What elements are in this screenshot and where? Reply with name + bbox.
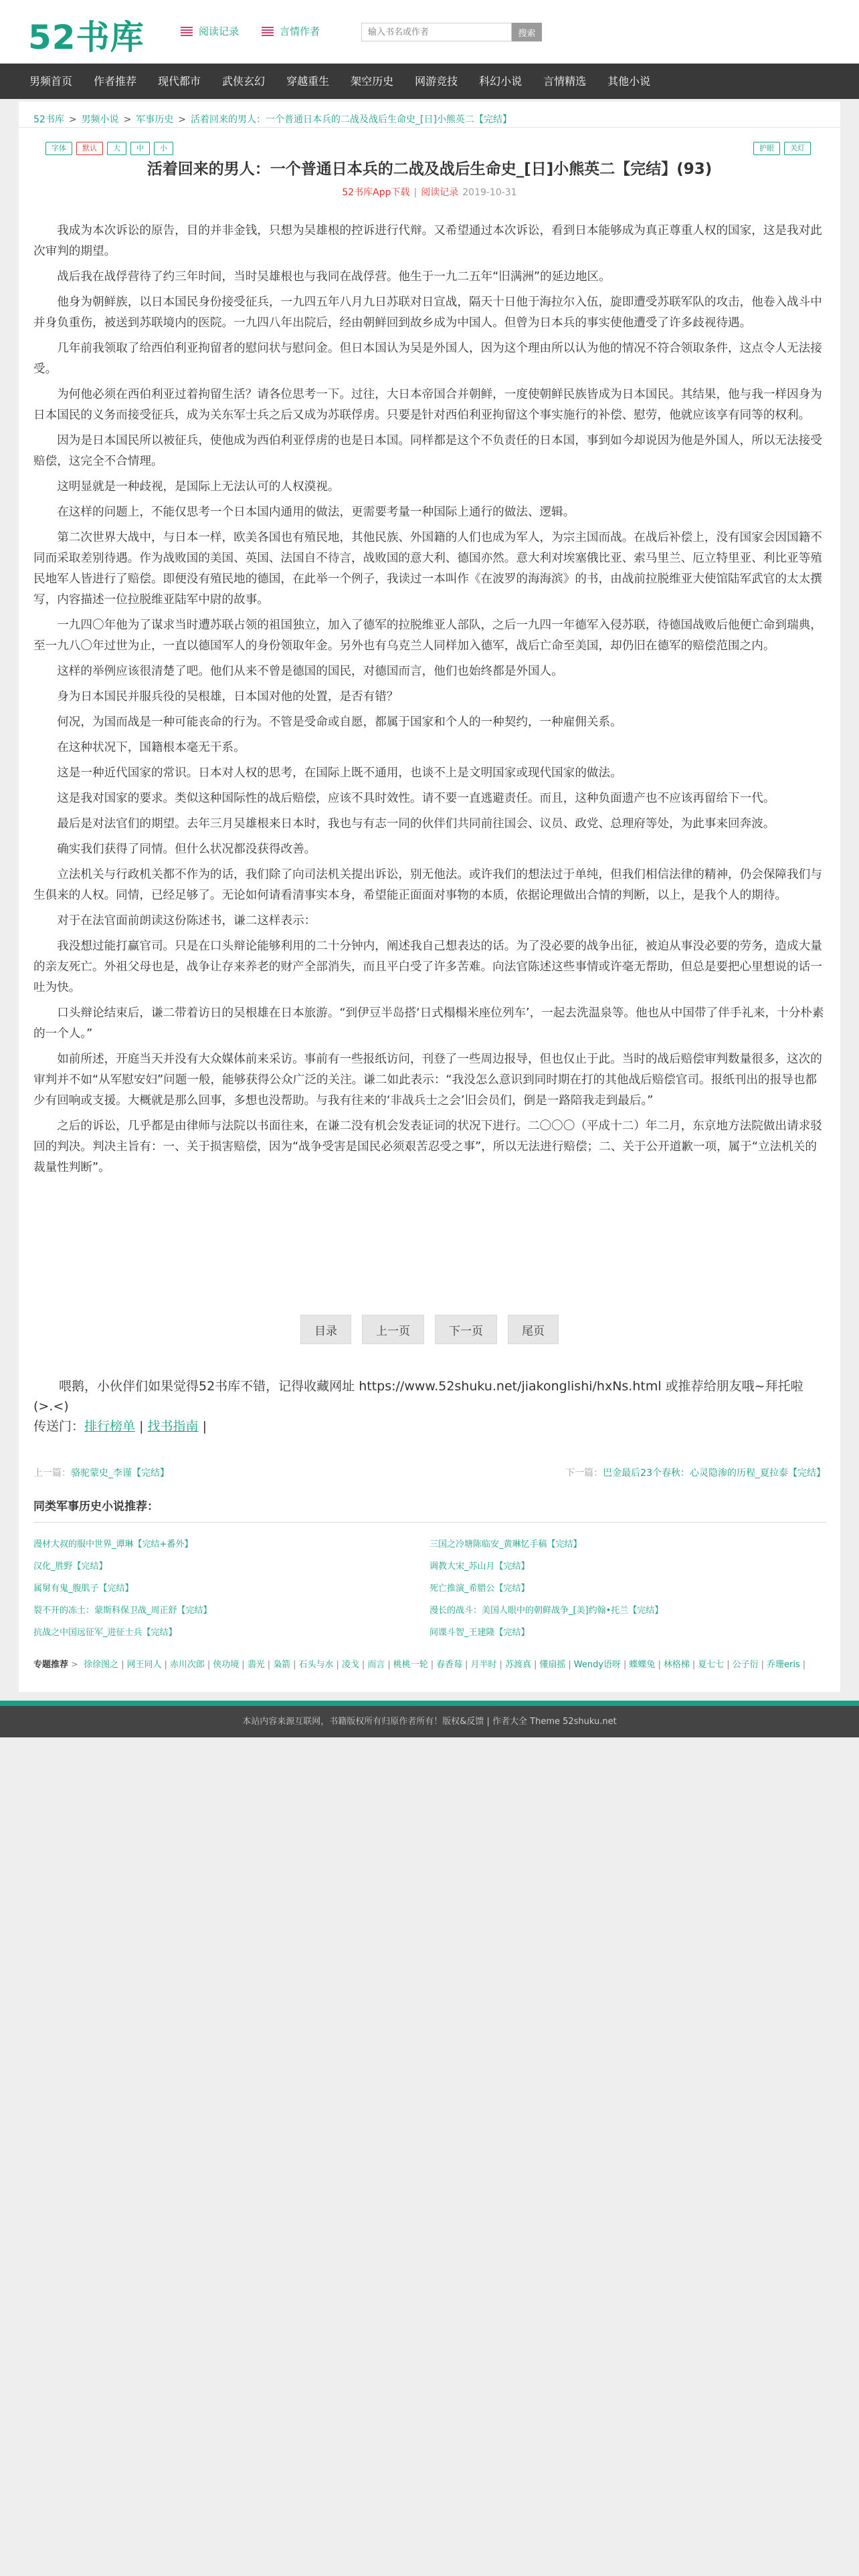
topic-sep: |: [164, 1660, 167, 1670]
topic-sep: |: [533, 1660, 537, 1670]
list-icon: [181, 27, 193, 36]
related-book-link[interactable]: 漫长的战斗：美国人眼中的朝鲜战争_[美]约翰•托兰【完结】: [430, 1606, 664, 1616]
topic-recommend: [33, 1656, 826, 1674]
breadcrumb-subcategory[interactable]: 军事历史: [136, 114, 174, 125]
topic-sep: |: [568, 1660, 571, 1670]
breadcrumb-book[interactable]: 活着回来的男人：一个普通日本兵的二战及战后生命史_[日]小熊英二【完结】: [191, 114, 512, 125]
nav-item[interactable]: 现代都市: [158, 75, 201, 88]
font-button[interactable]: 字体: [45, 142, 72, 155]
site-footer: 本站内容来源互联网，书籍版权所有归原作者所有！版权&反馈 | 作者大全 Theme 52shuku.net: [0, 1706, 859, 1737]
next-page-button[interactable]: 下一页: [435, 1315, 497, 1344]
breadcrumb-sep: >: [68, 114, 77, 125]
next-article: [565, 1466, 826, 1479]
content-paragraph: 我没想过能打赢官司。只是在口头辩论能够利用的二十分钟内，阐述我自己想表达的话。为了没必要的战争出征，被迫从事没必要的劳务，造成大量的亲友死亡。外祖父母也是，战争让存来养老的财产全部消失，而且平白受了许多苦难。向法官陈述这些事情或许毫无帮助，但总是要把心里想说的话一吐为快。: [33, 940, 822, 994]
content-paragraph: 第二次世界大战中，与日本一样，欧美各国也有殖民地，其他民族、外国籍的人们也成为军人，为宗主国而战。在战后补偿上，没有国家会因国籍不同而采取差别待遇。作为战败国的美国、英国、法国自不待言，战败国的意大利、德国亦然。意大利对埃塞俄比亚、索马里兰、厄立特里亚、利比亚等殖民地军人皆进行了赔偿。即便没有殖民地的德国，在此举一个例子，我读过一本叫作《在波罗的海海滨》的书，由战前拉脱维亚大使馆陆军武官的太太撰写，内容描述一位拉脱维亚陆军中尉的故事。: [33, 531, 822, 607]
search-button[interactable]: 搜索: [512, 23, 542, 41]
portal-sep: |: [139, 1419, 144, 1434]
ranking-link[interactable]: 排行榜单: [84, 1419, 136, 1434]
medium-size-button[interactable]: 中: [130, 142, 150, 155]
content-paragraph: 之后的诉讼，几乎都是由律师与法院以书面往来，在谦二没有机会发表证词的状况下进行。二〇〇〇（平成十二）年二月，东京地方法院做出请求驳回的判决。判决主旨有：一、关于损害赔偿，因为“战争受害是国民必须艰苦忍受之事”，所以无法进行赔偿；二、关于公开道歉一项，属于“立法机关的裁量性判断”。: [33, 1119, 822, 1174]
topic-sep: |: [242, 1660, 245, 1670]
topic-sep: |: [387, 1660, 391, 1670]
topic-sep: |: [761, 1660, 765, 1670]
nav-item[interactable]: 架空历史: [351, 75, 394, 88]
related-book-link[interactable]: 汉化_胜野【完结】: [33, 1562, 108, 1572]
content-paragraph: 这是一种近代国家的常识。日本对人权的思考，在国际上既不通用，也谈不上是文明国家或现代国家的做法。: [57, 766, 622, 780]
topic-sep: |: [267, 1660, 271, 1670]
content-paragraph: 确实我们获得了同情。但什么状况都没获得改善。: [57, 843, 316, 856]
topic-author-link[interactable]: 徐徐图之: [84, 1660, 119, 1670]
topic-author-link[interactable]: 林格梯: [663, 1660, 690, 1670]
chapter-title: 活着回来的男人：一个普通日本兵的二战及战后生命史_[日]小熊英二【完结】(93): [147, 160, 712, 178]
topic-author-link[interactable]: 石头与水: [298, 1660, 334, 1670]
header-links: [181, 24, 320, 38]
content-paragraph: 他身为朝鲜族，以日本国民身份接受征兵，一九四五年八月九日苏联对日宣战，隔天十日他于海拉尔入伍，旋即遭受苏联军队的攻击，他卷入战斗中并身负重伤，被送到苏联境内的医院。一九四八年出院后，经由朝鲜回到故乡成为中国人。但曾为日本兵的事实使他遭受了许多歧视待遇。: [33, 296, 822, 330]
content-paragraph: 为何他必须在西伯利亚过着拘留生活？请各位思考一下。过往，大日本帝国合并朝鲜，一度使朝鲜民族皆成为日本国民。其结果，他与我一样因身为日本国民的义务而接受征兵，成为关东军士兵之后又成为苏联俘虏。只要是针对西伯利亚拘留这个事实施行的补偿、慰劳，他就应该享有同等的权利。: [33, 388, 822, 422]
related-book-link[interactable]: 裂不开的冻土：蒙斯科保卫战_周正舒【完结】: [33, 1606, 212, 1616]
related-books: [33, 1537, 826, 1638]
nav-item[interactable]: 武侠玄幻: [222, 75, 266, 88]
topic-author-link[interactable]: 乔珊eris: [767, 1660, 800, 1670]
topic-author-link[interactable]: 懂扇摇: [539, 1660, 566, 1670]
topic-arrow: >: [71, 1660, 78, 1670]
breadcrumb-home[interactable]: 52书库: [33, 114, 64, 125]
top-header: [0, 0, 859, 64]
prev-page-button[interactable]: 上一页: [362, 1315, 424, 1344]
topic-sep: |: [121, 1660, 124, 1670]
breadcrumb-sep: >: [123, 114, 132, 125]
topic-author-link[interactable]: 枭箭: [273, 1660, 291, 1670]
content-paragraph: 几年前我领取了给西伯利亚拘留者的慰问状与慰问金。但日本国认为吴是外国人，因为这个理由所以认为他的情况不符合领取条件，这点令人无法接受。: [33, 342, 822, 376]
next-article-link[interactable]: 巴金最后23个春秋：心灵隐渗的历程_夏拉泰【完结】: [603, 1468, 826, 1479]
reading-record-link[interactable]: 阅读记录: [421, 187, 459, 198]
romance-authors-label: 言情作者: [280, 25, 320, 37]
topic-sep: |: [207, 1660, 211, 1670]
footer-accent: [0, 1701, 859, 1706]
related-book-link[interactable]: 属舅有鬼_腹肌子【完结】: [33, 1584, 134, 1594]
view-tools: [753, 142, 811, 155]
small-size-button[interactable]: 小: [154, 142, 173, 155]
topic-sep: |: [336, 1660, 339, 1670]
topic-author-link[interactable]: 公子衍: [732, 1660, 759, 1670]
lights-off-button[interactable]: 关灯: [784, 142, 811, 155]
reading-history-link[interactable]: [181, 24, 239, 38]
topic-author-link[interactable]: 侠功境: [213, 1660, 240, 1670]
nav-item[interactable]: 其他小说: [607, 75, 651, 88]
content-paragraph: 这样的举例应该很清楚了吧。他们从来不曾是德国的国民，对德国而言，他们也始终都是外国人。: [57, 665, 563, 678]
topic-author-link[interactable]: 桃桃一轮: [393, 1660, 428, 1670]
site-logo[interactable]: 52书库: [28, 18, 145, 57]
chapter-meta: [19, 185, 840, 199]
nav-item[interactable]: 穿越重生: [286, 75, 330, 88]
book-guide-link[interactable]: 找书指南: [147, 1419, 199, 1434]
portal-sep: |: [202, 1419, 207, 1434]
nav-item[interactable]: 言情精选: [543, 75, 587, 88]
content-paragraph: 立法机关与行政机关都不作为的话，我们除了向司法机关提出诉讼，别无他法。或许我们的想法过于单纯，但我们相信法律的精神，仍会保障我们与生俱来的人权。同情，已经足够了。无论如何请看清事实本身，希望能正面面对事物的本质，依据论理做出合情的判断，以上，是我个人的期待。: [33, 868, 822, 902]
related-book-link[interactable]: 抗战之中国远征军_进征士兵【完结】: [33, 1628, 177, 1638]
nav-item[interactable]: 网游竞技: [415, 75, 458, 88]
topic-sep: |: [692, 1660, 696, 1670]
content-paragraph: 何况，为国而战是一种可能丧命的行为。不管是受命或自愿，都属于国家和个人的一种契约，一种雇佣关系。: [57, 716, 622, 729]
eye-care-button[interactable]: 护眼: [753, 142, 780, 155]
topic-author-link[interactable]: 翡光: [247, 1660, 265, 1670]
meta-sep: |: [413, 187, 417, 198]
content-paragraph: 因为是日本国民所以被征兵，使他成为西伯利亚俘虏的也是日本国。同样都是这个不负责任的日本国，事到如今却说因为他是外国人，所以无法接受赔偿，这完全不合情理。: [33, 434, 822, 468]
breadcrumb: [33, 112, 512, 126]
topic-author-link[interactable]: Wendy语呀: [573, 1660, 622, 1670]
chapter-content: [33, 221, 826, 1183]
portal-label: 传送门：: [33, 1419, 85, 1434]
romance-authors-link[interactable]: [262, 24, 320, 38]
divider: [33, 1522, 826, 1523]
related-book-link[interactable]: 调教大宋_苏山月【完结】: [430, 1562, 530, 1572]
prev-label: 上一篇：: [33, 1468, 71, 1479]
topic-sep: |: [293, 1660, 296, 1670]
related-book-link[interactable]: 间谍斗智_王建隆【完结】: [430, 1628, 530, 1638]
toc-button[interactable]: 目录: [300, 1315, 351, 1344]
topic-sep: |: [430, 1660, 434, 1670]
nav-item[interactable]: 男频首页: [29, 75, 73, 88]
portal-line: [33, 1416, 826, 1436]
chapter-date: 2019-10-31: [462, 187, 517, 198]
share-text: 喂鹅，小伙伴们如果觉得52书库不错，记得收藏网址 https://www.52shuku.net/jiakonglishi/hxNs.html 或推荐给朋友哦~拜托啦 (>.<): [33, 1379, 803, 1414]
topic-sep: |: [624, 1660, 627, 1670]
topic-author-link[interactable]: 苏渡真: [504, 1660, 531, 1670]
topic-author-link[interactable]: 夏七七: [698, 1660, 725, 1670]
last-page-button[interactable]: 尾页: [508, 1315, 559, 1344]
pagination: [0, 1315, 859, 1344]
content-paragraph: 如前所述，开庭当天并没有大众媒体前来采访。事前有一些报纸访问，刊登了一些周边报导，但也仅止于此。当时的战后赔偿审判数量很多，这次的审判并不如“从军慰安妇”问题一般，能够获得公众广泛的关注。谦二如此表示：“我没怎么意识到同时期在打的其他战后赔偿官司。报纸刊出的报导也都少有回响或支援。大概就是那么回事，多想也没帮助。与我有往来的‘非战兵士之会’旧会员们，倒是一路陪我走到最后。”: [33, 1053, 822, 1107]
nav-item[interactable]: 科幻小说: [479, 75, 522, 88]
content-paragraph: 对于在法官面前朗读这份陈述书，谦二这样表示：: [57, 914, 316, 928]
related-book-link[interactable]: 三国之冷塘陈临安_黄琳忆手稿【完结】: [430, 1539, 582, 1549]
content-paragraph: 一九四〇年他为了谋求当时遭苏联占领的祖国独立，加入了德军的拉脱维亚人部队，之后一九四一年德军入侵苏联，待德国战败后他便亡命到瑞典，至一九八〇年过世为止，一直以德国军人的身份领取年金。另外也有乌克兰人同样加入德军，战后亡命至美国，却仍旧在德军的赔偿范围之内。: [33, 619, 822, 653]
content-paragraph: 我成为本次诉讼的原告，目的并非金钱，只想为吴雄根的控诉进行代辩。又希望通过本次诉讼，看到日本能够成为真正尊重人权的国家，这是我对此次审判的期望。: [33, 224, 822, 258]
topic-label: 专题推荐: [33, 1660, 69, 1670]
default-size-button[interactable]: 默认: [76, 142, 103, 155]
topic-sep: |: [802, 1660, 806, 1670]
topic-author-link[interactable]: 月半时: [470, 1660, 497, 1670]
topic-sep: |: [361, 1660, 365, 1670]
search-bar: [361, 23, 542, 41]
main-nav: [0, 64, 859, 99]
content-paragraph: 口头辩论结束后，谦二带着访日的吴根雄在日本旅游。“到伊豆半岛搭‘日式榻榻米座位列车’，一起去洗温泉等。他也从中国带了伴手礼来，十分朴素的一个人。”: [33, 1006, 824, 1041]
related-book-link[interactable]: 漫材大叔的服中世界_谭琳【完结+番外】: [33, 1539, 193, 1549]
prev-article: [33, 1466, 169, 1479]
topic-sep: |: [658, 1660, 661, 1670]
font-tools: [45, 142, 173, 155]
app-download-link[interactable]: 52书库App下载: [342, 187, 410, 198]
content-paragraph: 身为日本国民并服兵役的吴根雄，日本国对他的处置，是否有错？: [57, 690, 399, 704]
topic-author-link[interactable]: 春香莓: [436, 1660, 463, 1670]
topic-author-link[interactable]: 蝶蝶兔: [629, 1660, 656, 1670]
prev-article-link[interactable]: 骆驼蒙史_李谨【完结】: [71, 1468, 169, 1479]
related-title: 同类军事历史小说推荐：: [33, 1500, 159, 1513]
list-icon: [262, 27, 274, 36]
content-paragraph: 最后是对法官们的期望。去年三月吴雄根来日本时，我也与有志一同的伙伴们共同前往国会、议员、政党、总理府等处，为此事来回奔波。: [57, 817, 775, 831]
topic-sep: |: [727, 1660, 730, 1670]
topic-author-link[interactable]: 网王同人: [126, 1660, 162, 1670]
related-book-link[interactable]: 死亡推演_希腊公【完结】: [430, 1584, 530, 1594]
nav-item[interactable]: 作者推荐: [94, 75, 137, 88]
content-paragraph: 战后我在战俘营待了约三年时间，当时吴雄根也与我同在战俘营。他生于一九二五年“旧满洲”的延边地区。: [57, 270, 611, 284]
topic-author-link[interactable]: 赤川次郎: [169, 1660, 205, 1670]
content-paragraph: 这是我对国家的要求。类似这种国际性的战后赔偿，应该不具时效性。请不要一直逃避责任。而且，这种负面遗产也不应该再留给下一代。: [57, 792, 775, 805]
content-paragraph: 这明显就是一种歧视，是国际上无法认可的人权漠视。: [57, 480, 340, 494]
content-paragraph: 在这种状况下，国籍根本毫无干系。: [57, 741, 246, 754]
topic-author-link[interactable]: 凌戈: [341, 1660, 359, 1670]
large-size-button[interactable]: 大: [107, 142, 126, 155]
topic-author-link[interactable]: 而言: [367, 1660, 385, 1670]
reading-history-label: 阅读记录: [199, 25, 240, 37]
breadcrumb-sep: >: [178, 114, 187, 125]
divider: [19, 127, 840, 128]
breadcrumb-category[interactable]: 男频小说: [81, 114, 119, 125]
content-paragraph: 在这样的问题上，不能仅思考一个日本国内通用的做法，更需要考量一种国际上通行的做法、逻辑。: [57, 506, 575, 519]
share-box: [33, 1376, 826, 1436]
topic-sep: |: [465, 1660, 468, 1670]
search-input[interactable]: [361, 23, 512, 41]
next-label: 下一篇：: [565, 1468, 603, 1479]
topic-sep: |: [499, 1660, 502, 1670]
